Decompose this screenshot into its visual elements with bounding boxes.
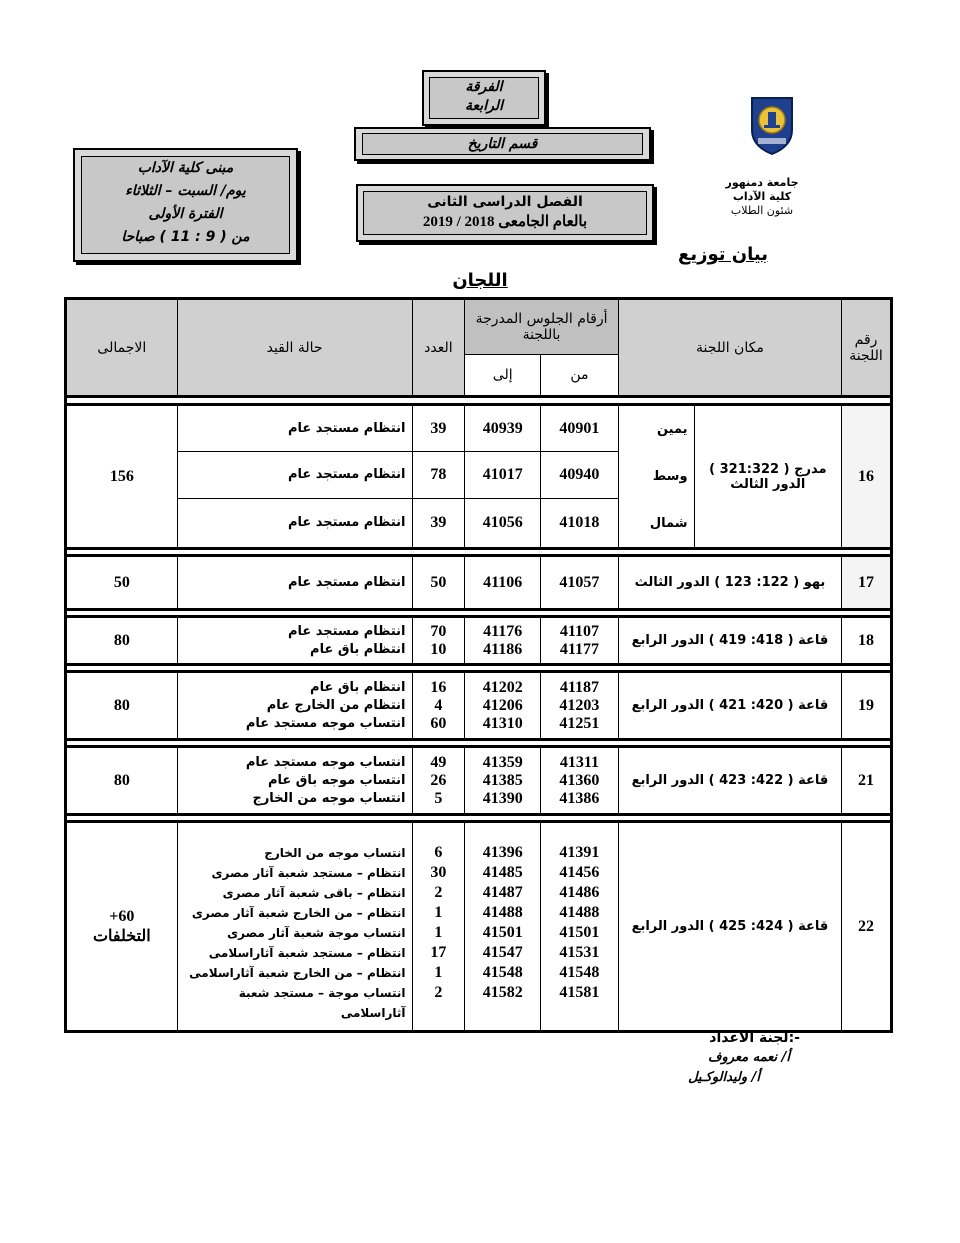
seat-to: 41390 xyxy=(482,789,523,807)
committee-total: 80 xyxy=(66,747,178,815)
seat-count: 49 xyxy=(430,753,447,771)
footer-committee-label: لجنة الاعداد:- xyxy=(709,1030,800,1046)
committee-row xyxy=(66,556,892,610)
committee-total: 80 xyxy=(66,617,178,665)
committee-number: 18 xyxy=(842,617,892,665)
footer-member-1: أ/ نعمه معروف xyxy=(708,1050,790,1065)
committee-place: بهو ( 122: 123 ) الدور الثالث xyxy=(618,556,841,610)
header-committee-no: رقم اللجنة xyxy=(842,299,892,397)
committee-total: 50 xyxy=(66,556,178,610)
department-label: قسم التاريخ xyxy=(362,133,643,155)
seat-to: 40939 xyxy=(465,405,541,452)
seat-count: 39 xyxy=(412,405,465,452)
committee-total: 80 xyxy=(66,672,178,740)
committee-place: قاعة ( 424: 425 ) الدور الرابع xyxy=(618,822,841,1032)
status-text: انتظام مستجد عام xyxy=(177,556,412,610)
seat-to: 41485 xyxy=(482,864,523,881)
header-total: الاجمالى xyxy=(66,299,178,397)
seat-to-column xyxy=(465,617,541,665)
committee-total xyxy=(66,822,178,1032)
seat-from: 40901 xyxy=(541,405,619,452)
status-text: انتساب موجه من الخارج xyxy=(264,846,406,860)
seat-count: 10 xyxy=(430,640,447,658)
status-text: انتظام مستجد عام xyxy=(177,498,412,548)
seat-count: 70 xyxy=(430,622,447,640)
seat-from: 41488 xyxy=(559,904,600,921)
committee-sides xyxy=(618,405,694,549)
seat-from: 41203 xyxy=(559,696,600,714)
building-line1: مبنى كلية الآداب xyxy=(137,160,234,176)
seat-from: 41548 xyxy=(559,964,600,981)
status-text: انتظام – مستجد شعبة آثار مصرى xyxy=(211,866,406,880)
committee-number: 19 xyxy=(842,672,892,740)
seat-from: 41531 xyxy=(559,944,600,961)
university-line3: شئون الطلاب xyxy=(730,204,794,217)
status-text: انتساب موجه من الخارج xyxy=(252,790,406,806)
committee-place: مدرج ( 321:322 ) الدور الثالث xyxy=(694,405,842,549)
status-text: انتظام باق عام xyxy=(310,641,406,657)
seat-count: 26 xyxy=(430,771,447,789)
status-text: انتساب موجه مستجد عام xyxy=(245,715,406,731)
seat-from: 41018 xyxy=(541,498,619,548)
seat-to: 41385 xyxy=(482,771,523,789)
seat-to-column xyxy=(465,822,541,1032)
seat-count: 39 xyxy=(412,498,465,548)
seat-from-column xyxy=(541,617,619,665)
seat-count-column xyxy=(412,672,465,740)
document-title: بيان توزيع xyxy=(678,244,768,265)
seat-count: 1 xyxy=(434,904,443,921)
committee-row xyxy=(66,747,892,815)
seat-status-column xyxy=(177,747,412,815)
seat-status-column xyxy=(177,822,412,1032)
status-text: انتساب موجه مستجد عام xyxy=(245,754,406,770)
committee-place: قاعة ( 422: 423 ) الدور الرابع xyxy=(618,747,841,815)
seat-count: 5 xyxy=(434,789,443,807)
seat-from: 41057 xyxy=(541,556,619,610)
status-text: انتظام مستجد عام xyxy=(177,405,412,452)
seat-from-column xyxy=(541,747,619,815)
committee-number: 17 xyxy=(842,556,892,610)
header-to: إلى xyxy=(465,355,541,397)
building-line4: من ( 9 : 11 ) صباحا xyxy=(121,229,250,245)
status-text: انتظام – من الخارج شعبة آثار مصرى xyxy=(191,906,406,920)
level-box xyxy=(422,70,546,126)
seat-from: 41581 xyxy=(559,984,600,1001)
committee-place: قاعة ( 420: 421 ) الدور الرابع xyxy=(618,672,841,740)
seat-count: 2 xyxy=(434,984,443,1001)
seat-count: 6 xyxy=(434,844,443,861)
side-label: يمين xyxy=(656,422,688,437)
seat-to: 41176 xyxy=(483,622,523,640)
semester-line1: الفصل الدراسى الثانى xyxy=(427,194,583,210)
document-subtitle: اللجان xyxy=(452,270,508,291)
seat-from: 40940 xyxy=(541,452,619,498)
footer-member-2: أ/ وليدالوكـيل xyxy=(688,1070,760,1085)
seat-count: 60 xyxy=(430,714,447,732)
total-value: 60+ xyxy=(109,907,135,925)
seat-to: 41488 xyxy=(482,904,523,921)
seat-count: 50 xyxy=(412,556,465,610)
side-label: شمال xyxy=(649,516,688,531)
seat-from: 41107 xyxy=(559,622,599,640)
level-line2: الرابعة xyxy=(465,98,503,114)
seat-count-column xyxy=(412,822,465,1032)
committee-row xyxy=(66,405,892,452)
department-box xyxy=(354,127,651,161)
seat-to: 41487 xyxy=(482,884,523,901)
seat-to: 41359 xyxy=(482,753,523,771)
seat-count: 30 xyxy=(430,864,447,881)
committee-number: 22 xyxy=(842,822,892,1032)
status-text: انتساب موجه باق عام xyxy=(267,772,406,788)
seat-from-column xyxy=(541,672,619,740)
status-text: انتظام – باقى شعبة آثار مصرى xyxy=(222,886,406,900)
university-name-block xyxy=(696,176,828,218)
seat-to-column xyxy=(465,747,541,815)
seat-from: 41311 xyxy=(559,753,599,771)
seat-from: 41486 xyxy=(559,884,600,901)
side-label: وسط xyxy=(652,469,688,484)
seat-from: 41386 xyxy=(559,789,600,807)
level-line1: الفرقة xyxy=(465,79,503,95)
seat-from: 41251 xyxy=(559,714,600,732)
header-row xyxy=(66,299,892,355)
building-line2: يوم/ السبت – الثلاثاء xyxy=(125,183,246,199)
seat-to: 41017 xyxy=(465,452,541,498)
committee-row xyxy=(66,822,892,1032)
seat-count: 17 xyxy=(430,944,447,961)
seat-count-column xyxy=(412,747,465,815)
committee-row xyxy=(66,617,892,665)
header-from: من xyxy=(541,355,619,397)
header-place: مكان اللجنة xyxy=(618,299,841,397)
seat-count: 1 xyxy=(434,924,443,941)
seat-to: 41206 xyxy=(482,696,523,714)
committee-number: 21 xyxy=(842,747,892,815)
seat-status-column xyxy=(177,617,412,665)
university-line1: جامعة دمنهور xyxy=(725,176,799,189)
seat-from-column xyxy=(541,822,619,1032)
status-text: انتظام مستجد عام xyxy=(177,452,412,498)
seat-count: 16 xyxy=(430,678,447,696)
total-note: التخلفات xyxy=(92,927,151,945)
status-text: انتساب موجة شعبة آثار مصرى xyxy=(227,926,406,940)
seat-count: 4 xyxy=(434,696,443,714)
seat-to: 41548 xyxy=(482,964,523,981)
status-text: انتساب موجة – مستجد شعبة آثاراسلامى xyxy=(238,986,406,1020)
seat-to: 41547 xyxy=(482,944,523,961)
seat-to: 41106 xyxy=(465,556,541,610)
seat-count: 2 xyxy=(434,884,443,901)
semester-line2: بالعام الجامعى 2018 / 2019 xyxy=(422,214,588,230)
header-count: العدد xyxy=(412,299,465,397)
university-line2: كلية الآداب xyxy=(732,190,792,203)
seat-from: 41187 xyxy=(559,678,599,696)
seat-to-column xyxy=(465,672,541,740)
seat-from: 41391 xyxy=(559,844,600,861)
seat-from: 41177 xyxy=(559,640,599,658)
committee-total: 156 xyxy=(66,405,178,549)
seat-to: 41501 xyxy=(482,924,523,941)
seat-to: 41396 xyxy=(482,844,523,861)
status-text: انتظام مستجد عام xyxy=(287,623,406,639)
committee-row xyxy=(66,672,892,740)
status-text: انتظام من الخارج عام xyxy=(266,697,406,713)
seat-from: 41456 xyxy=(559,864,600,881)
status-text: انتظام باق عام xyxy=(310,679,406,695)
seat-count: 78 xyxy=(412,452,465,498)
seat-to: 41582 xyxy=(482,984,523,1001)
seat-to: 41202 xyxy=(482,678,523,696)
seat-from: 41360 xyxy=(559,771,600,789)
status-text: انتظام – مستجد شعبة آثاراسلامى xyxy=(208,946,406,960)
seat-to: 41186 xyxy=(483,640,523,658)
seat-from: 41501 xyxy=(559,924,600,941)
committee-number: 16 xyxy=(842,405,892,549)
seat-status-column xyxy=(177,672,412,740)
header-status: حالة القيد xyxy=(177,299,412,397)
semester-box xyxy=(356,184,654,242)
schedule-box xyxy=(73,148,298,262)
status-text: انتظام – من الخارج شعبة آثاراسلامى xyxy=(189,966,406,980)
committee-place: قاعة ( 418: 419 ) الدور الرابع xyxy=(618,617,841,665)
university-seal-icon xyxy=(748,94,796,156)
header-seats: أرقام الجلوس المدرجة باللجنة xyxy=(465,299,618,355)
seat-to: 41056 xyxy=(465,498,541,548)
seat-count: 1 xyxy=(434,964,443,981)
committees-table xyxy=(64,297,893,1033)
building-line3: الفترة الأولى xyxy=(148,206,223,222)
seat-to: 41310 xyxy=(482,714,523,732)
seat-count-column xyxy=(412,617,465,665)
